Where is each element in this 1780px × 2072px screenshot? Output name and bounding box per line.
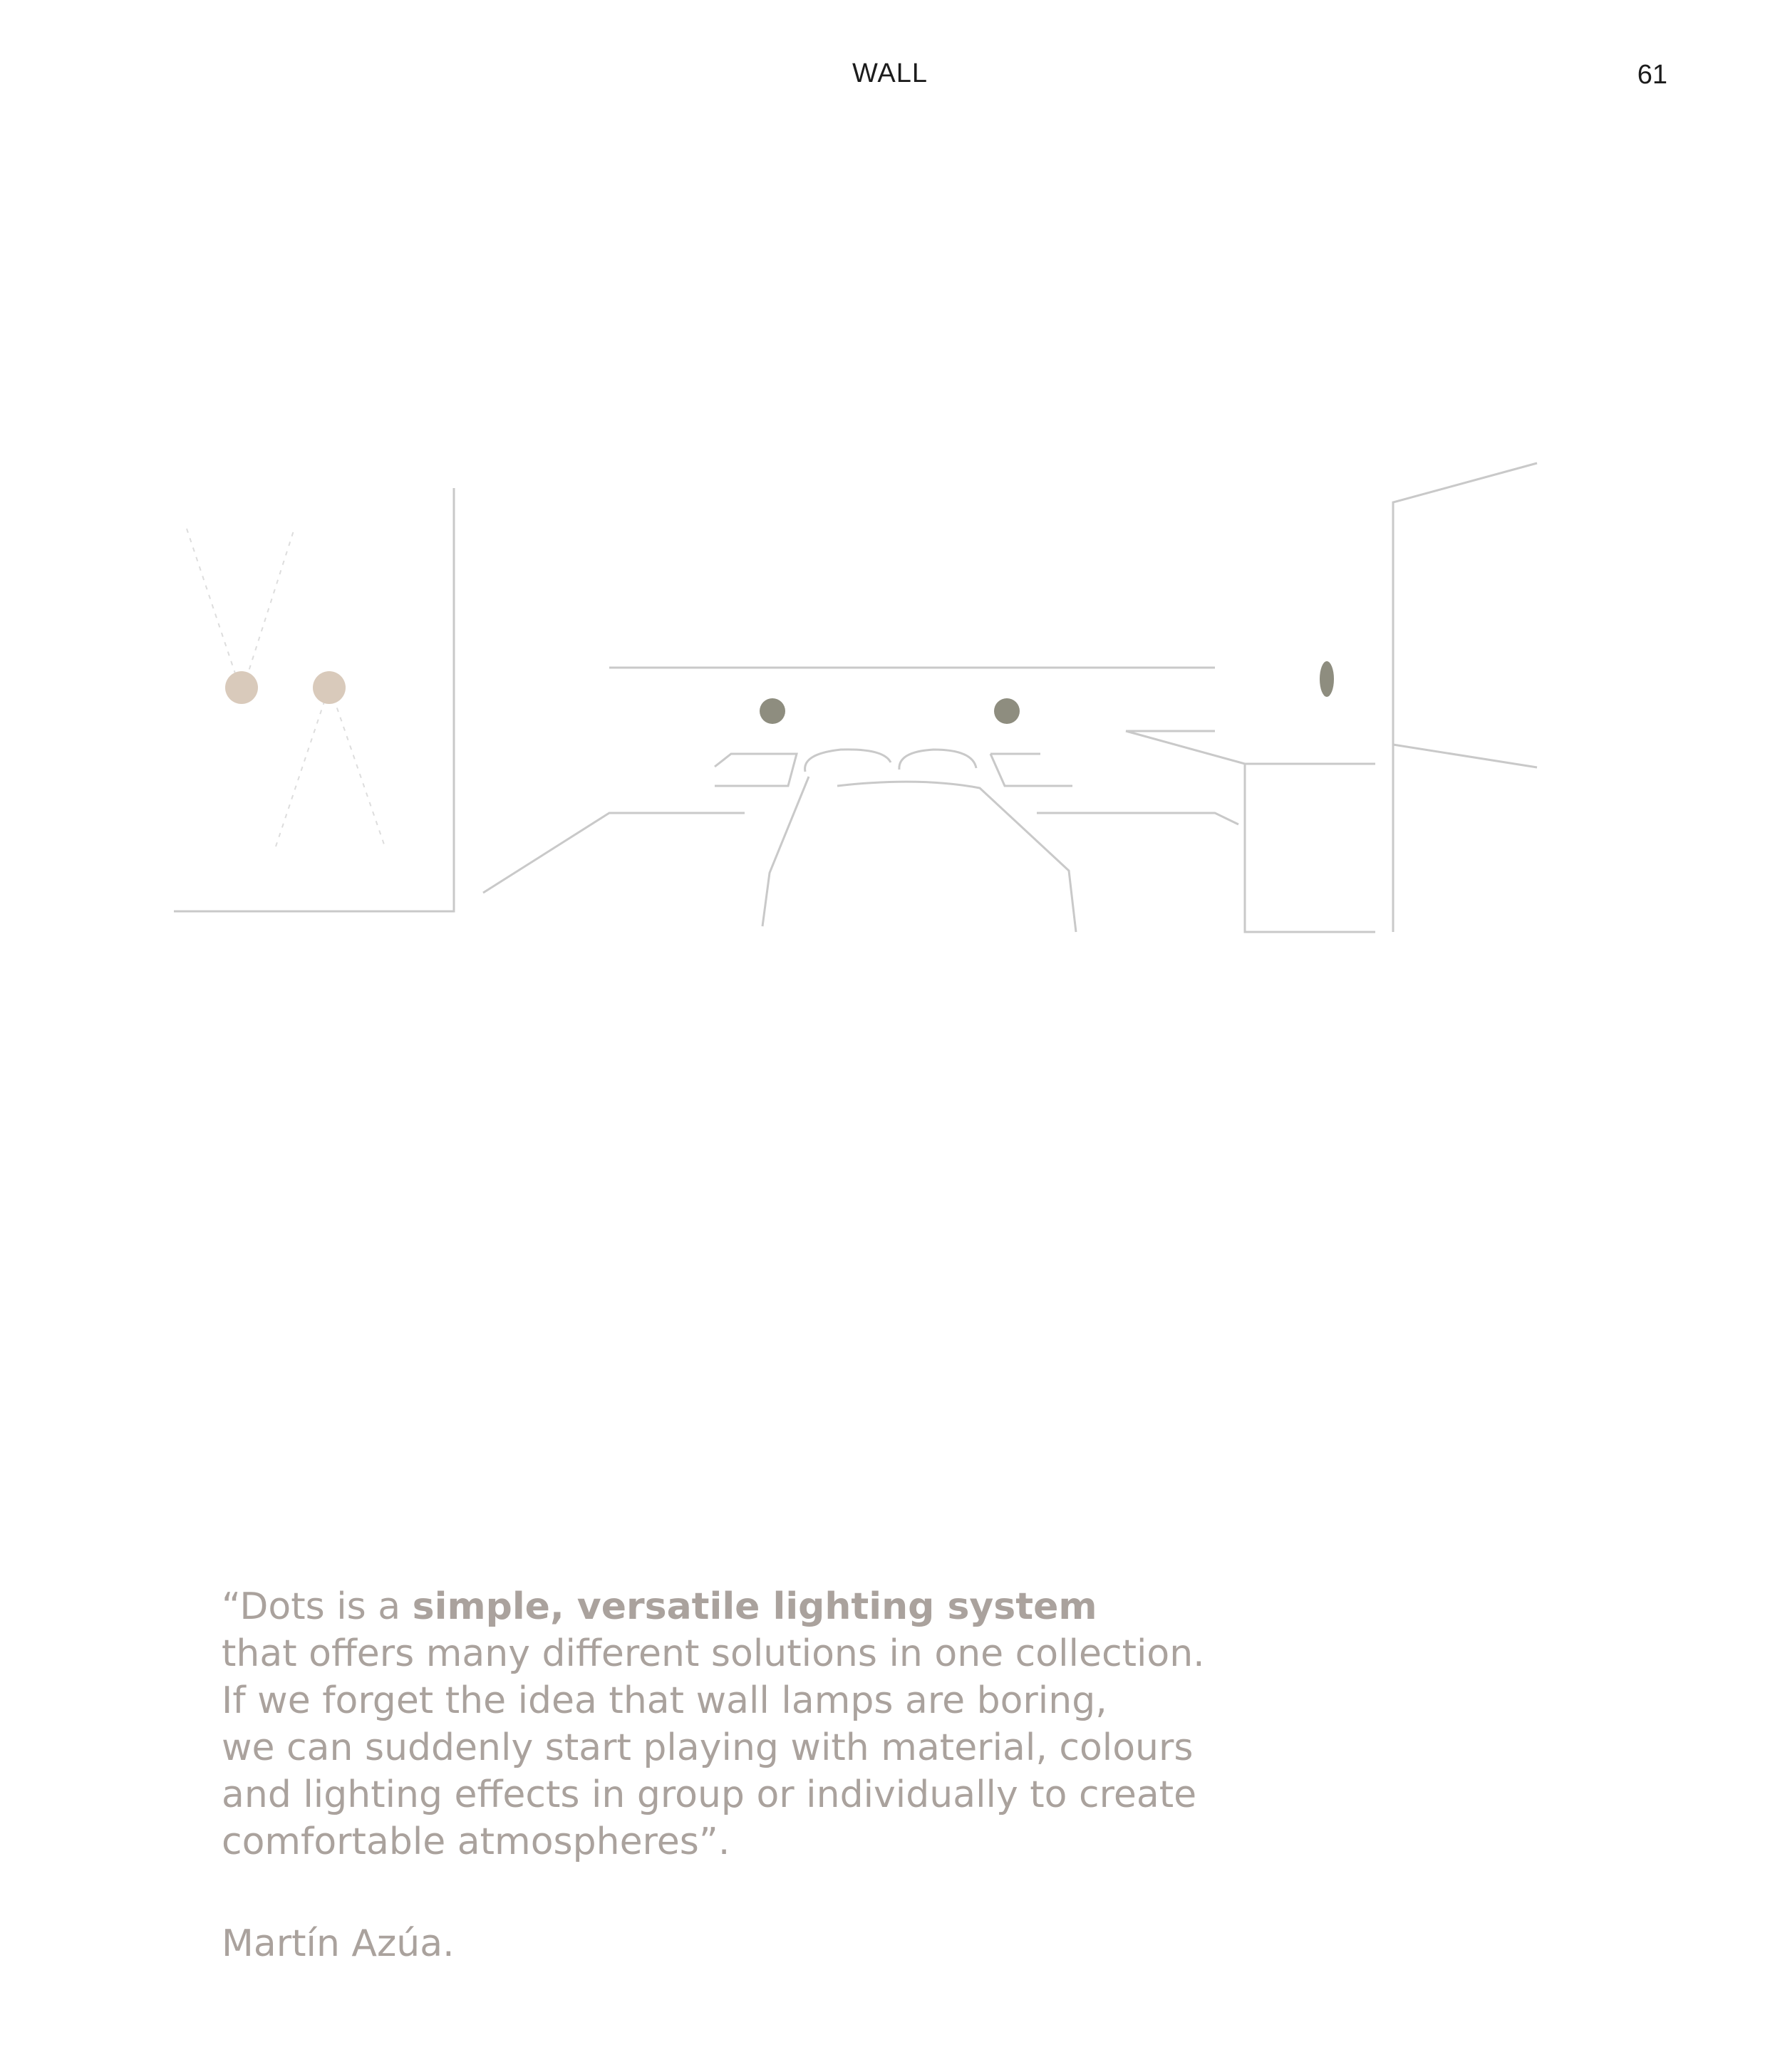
pillow-left [805,750,891,772]
quote-line-5: and lighting effects in group or individually to create [222,1773,1197,1816]
right-wall-line [1393,463,1537,932]
olive-lamp-side [1320,661,1334,697]
quote-line-2: that offers many different solutions in one collection. [222,1632,1205,1675]
quote-line-6: comfortable atmospheres”. [222,1820,730,1863]
floor-left-line [483,813,745,893]
pillow-right [899,750,976,770]
light-beam-down [276,702,385,846]
olive-lamp-left [760,698,785,724]
nightstand-left [715,754,797,786]
light-beam-up [187,529,294,673]
section-title: WALL [852,58,928,88]
quote-line-1 [222,1583,1575,1630]
olive-lamp-right [994,698,1020,724]
quote-author: Martín Azúa. [222,1922,455,1965]
left-wall-line [174,488,454,911]
quote-line-1-bold: simple, versatile lighting system [412,1585,1097,1628]
right-floor-line [1393,745,1537,767]
floor-right-line [1037,813,1238,824]
quote-line-3: If we forget the idea that wall lamps are boring, [222,1679,1107,1722]
beige-lamp-right [313,671,346,704]
quote-line-1-regular: “Dots is a [222,1585,413,1628]
quote-block [222,1583,1575,1865]
page-number: 61 [1637,60,1667,90]
beige-lamp-left [225,671,258,704]
quote-line-4: we can suddenly start playing with material, colours [222,1726,1194,1769]
bed-outline [762,777,1076,932]
nightstand-right [990,754,1072,786]
side-table [1126,731,1375,932]
